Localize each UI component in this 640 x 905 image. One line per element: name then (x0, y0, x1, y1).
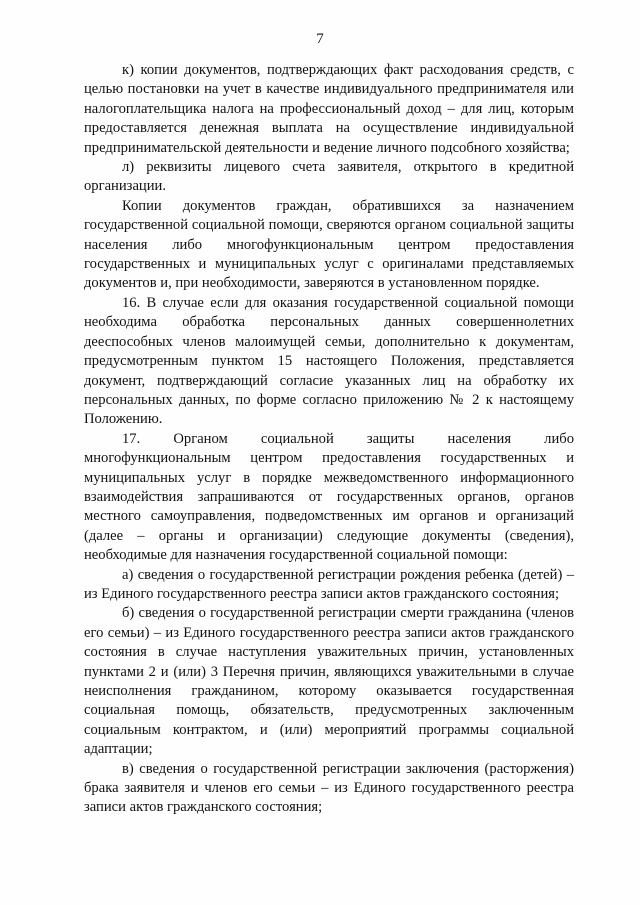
paragraph-copies: Копии документов граждан, обратившихся за назначением государственной социальной помощи, сверяются органом социальной защиты населения либо многофункциональным центром предоставления государственных и муниципальных услуг с оригиналами представляемых документов и, при необходимости, заверяются в установленном порядке. (84, 197, 574, 292)
paragraph-17: 17. Органом социальной защиты населения либо многофункциональным центром предоставления государственных и муниципальных услуг в порядке межведомственного информационного взаимодействия запрашиваются от государственных органов, органов местного самоуправления, подведомственных им органов и организаций (далее – органы и организации) следующие документы (сведения), необходимые для назначения государственной социальной помощи: (84, 430, 574, 564)
paragraph-16: 16. В случае если для оказания государственной социальной помощи необходима обработка персональных данных совершеннолетних дееспособных членов малоимущей семьи, дополнительно к документам, предусмотренным пунктом 15 настоящего Положения, представляется документ, подтверждающий согласие указанных лиц на обработку их персональных данных, по форме согласно приложению № 2 к настоящему Положению. (84, 294, 574, 428)
paragraph-b: б) сведения о государственной регистрации смерти гражданина (членов его семьи) – из Единого государственного реестра записи актов гражданского состояния в случае наступления уважительных причин, установленных пунктами 2 и (или) 3 Перечня причин, являющихся уважительными в случае неисполнения гражданином, которому оказывается государственная социальная помощь, обязательств, предусмотренных заключенным социальным контрактом, и (или) мероприятий программы социальной адаптации; (84, 605, 574, 758)
document-body (84, 61, 574, 818)
paragraph-k: к) копии документов, подтверждающих факт расходования средств, с целью постановки на учет в качестве индивидуального предпринимателя или налогоплательщика налога на профессиональный доход – для лиц, которым предоставляется денежная выплата на осуществление индивидуальной предпринимательской деятельности и ведение личного подсобного хозяйства; (84, 62, 574, 156)
page-number: 7 (316, 31, 324, 47)
paragraph-v: в) сведения о государственной регистрации заключения (расторжения) брака заявителя и членов его семьи – из Единого государственного реестра записи актов гражданского состояния; (84, 760, 574, 816)
paragraph-a: а) сведения о государственной регистрации рождения ребенка (детей) – из Единого государственного реестра записи актов гражданского состояния; (84, 566, 574, 602)
paragraph-l: л) реквизиты лицевого счета заявителя, открытого в кредитной организации. (84, 159, 574, 195)
